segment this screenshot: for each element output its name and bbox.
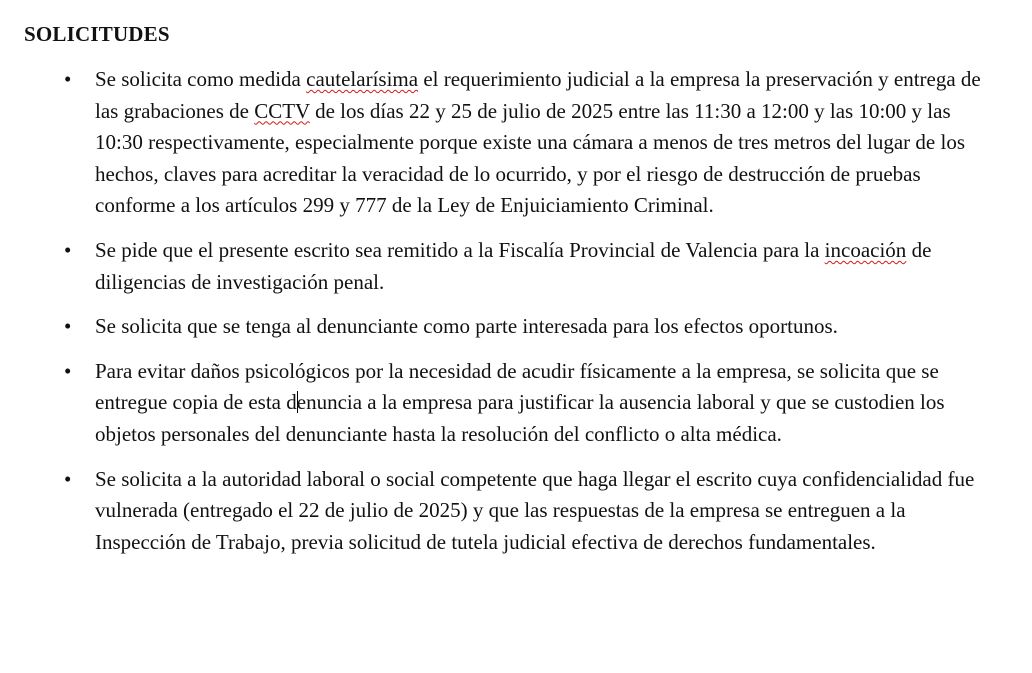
item-text: Se solicita a la autoridad laboral o social competente que haga llegar el escrito cuya confidencialidad fue vulnerada (entregado el 22 de julio de 2025) y que las respuestas de la empresa se entreguen a la Inspección de Trabajo, previa solicitud de tutela judicial efectiva de derechos fundamentales. <box>95 466 975 554</box>
bullet-icon: • <box>64 67 72 91</box>
list-item[interactable] <box>0 235 995 298</box>
item-text-segment: de los días 22 y 25 de julio de 2025 entre las 11:30 a 12:00 y las 10:00 y las 10:30 respectivamente, especialmente porque existe una cámara a menos de tres metros del lugar de los hechos, claves para acreditar la veracidad de lo ocurrido, y por el riesgo de destrucción de pruebas conforme a los artículos 299 y 777 de la Ley de Enjuiciamiento Criminal. <box>95 98 966 218</box>
item-text: Se solicita que se tenga al denunciante como parte interesada para los efectos oportunos. <box>95 314 838 339</box>
bullet-icon: • <box>64 466 72 491</box>
spellcheck-flagged-word[interactable]: cautelarísima <box>306 67 419 91</box>
list-item[interactable] <box>0 464 995 559</box>
section-heading: SOLICITUDES <box>24 22 170 46</box>
spellcheck-flagged-word[interactable]: incoación <box>824 237 907 262</box>
item-text-segment: Para evitar daños psicológicos por la necesidad de acudir físicamente a la empresa, se solicita que se entregue copia de esta d <box>95 358 939 415</box>
item-text-segment: el requerimiento judicial a la empresa la preservación y entrega de las grabaciones de <box>95 67 981 123</box>
bullet-icon: • <box>64 314 72 339</box>
bullet-icon: • <box>64 237 72 262</box>
bullet-icon: • <box>64 358 72 383</box>
list-item[interactable] <box>0 356 995 451</box>
item-text-segment: de diligencias de investigación penal. <box>95 237 932 294</box>
list-item[interactable] <box>0 311 995 343</box>
item-text-segment: Se solicita como medida <box>95 67 307 91</box>
spellcheck-flagged-word[interactable]: CCTV <box>254 98 310 123</box>
item-text-segment: enuncia a la empresa para justificar la ausencia laboral y que se custodien los objetos personales del denunciante hasta la resolución del conflicto o alta médica. <box>95 390 945 446</box>
requests-list <box>0 64 1000 571</box>
list-item[interactable] <box>0 64 995 222</box>
item-text-segment: Se pide que el presente escrito sea remitido a la Fiscalía Provincial de Valencia para la <box>95 237 825 262</box>
